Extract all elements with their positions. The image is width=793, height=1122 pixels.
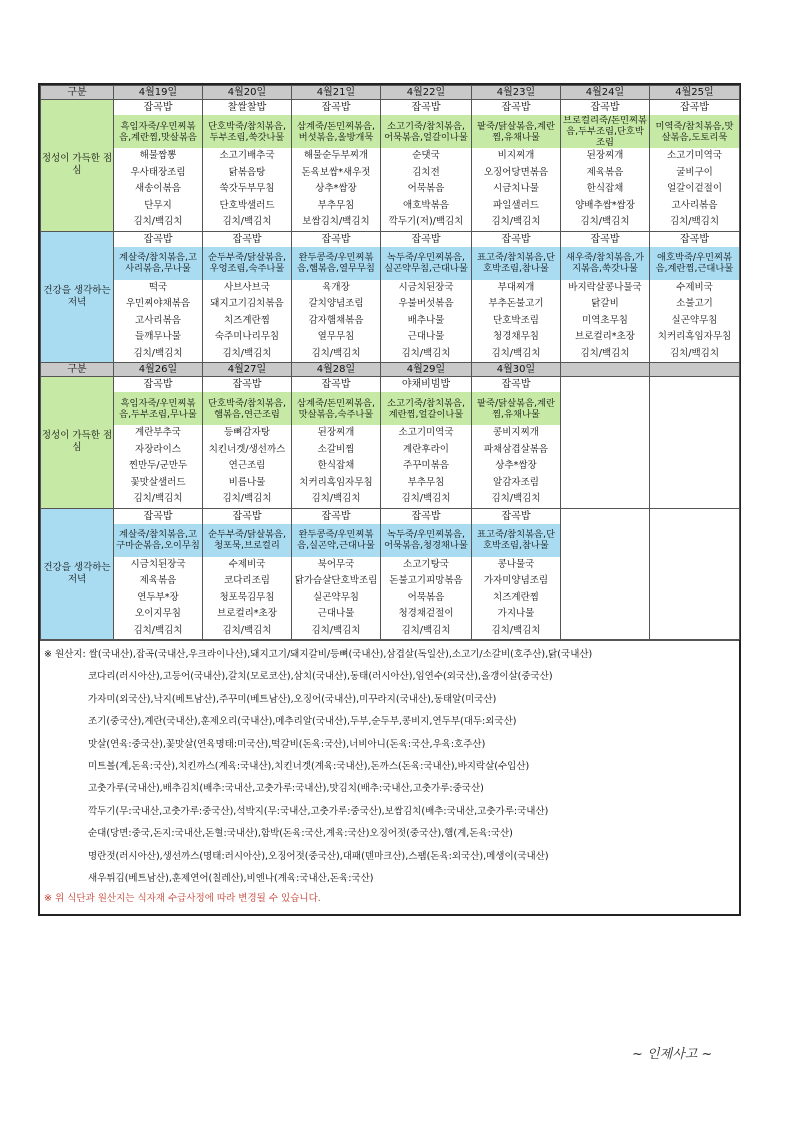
dinner-row — [41, 231, 740, 363]
menu-item: 브로컬리*초장 — [217, 608, 277, 619]
menu-item: 닭가슴살단호박조림 — [294, 575, 378, 586]
menu-item: 김치/백김치 — [222, 493, 272, 504]
porridge-sides: 단호박죽/참치볶음,두부조림,쑥갓나물 — [203, 115, 291, 148]
menu-item: 부추돈불고기 — [488, 298, 544, 309]
menu-item: 돈불고기피망볶음 — [389, 575, 463, 586]
menu-item: 애호박볶음 — [403, 199, 449, 211]
porridge-sides: 흑임자죽/우민찌볶음,두부조림,무나물 — [114, 392, 202, 425]
menu-item: 김치/백김치 — [222, 624, 272, 636]
menu-item: 감자햄채볶음 — [308, 314, 364, 326]
menu-item: 김치/백김치 — [491, 216, 541, 227]
menu-item: 김치/백김치 — [311, 347, 361, 359]
empty-cell — [650, 508, 740, 640]
dinner-menu-cell — [381, 231, 472, 363]
menu-item: 부추무침 — [317, 199, 355, 211]
menu-item: 깍두기(저)/백김치 — [388, 216, 464, 227]
menu-item: 어묵볶음 — [407, 591, 445, 603]
menu-item: 김치/백김치 — [580, 347, 630, 359]
menu-item: 얼갈이겉절이 — [666, 183, 723, 194]
dinner-label: 건강을 생각하는 저녁 — [41, 231, 114, 363]
porridge-sides: 삼계죽/돈민찌볶음,버섯볶음,올방개묵 — [292, 115, 380, 148]
menu-item: 우불버섯볶음 — [398, 298, 454, 309]
rice-item: 잡곡밥 — [501, 379, 531, 390]
menu-item: 시금치나물 — [493, 183, 539, 194]
menu-item: 알감자조림 — [493, 476, 539, 488]
menu-item: 치즈계란찜 — [224, 314, 270, 326]
porridge-sides: 팥죽/닭살볶음,계란찜,유채나물 — [472, 115, 560, 148]
menu-item: 숙주미나리무침 — [214, 331, 280, 342]
origin-note-line: 맛살(연육:중국산),꽃맛살(연육명태:미국산),떡갈비(돈육:국산),너비아니(돈육:국산,우육:호주산) — [88, 738, 486, 750]
menu-item: 등뼈감자탕 — [224, 427, 270, 438]
dinner-menu-cell — [650, 231, 740, 363]
lunch-menu-cell — [114, 377, 203, 509]
rice-item: 잡곡밥 — [232, 379, 262, 390]
menu-item: 파일샐러드 — [493, 199, 539, 211]
rice-item: 잡곡밥 — [501, 102, 531, 113]
origin-note-line: 명란젓(러시아산),생선까스(명태:러시아산),오징어젓(중국산),대패(덴마크산),스팸(돈육:외국산),메생이(국내산) — [88, 850, 549, 862]
rice-item: 잡곡밥 — [143, 233, 173, 245]
menu-item: 비름나물 — [228, 476, 266, 488]
menu-item: 연근조림 — [228, 460, 266, 471]
menu-item: 한식잡채 — [586, 183, 624, 194]
menu-item: 배추나물 — [407, 314, 445, 326]
menu-item: 해물짬뽕 — [139, 150, 177, 161]
menu-item: 열무무침 — [317, 331, 355, 342]
rice-item: 잡곡밥 — [501, 233, 531, 245]
menu-item: 수제비국 — [676, 281, 713, 293]
menu-item: 소갈비찜 — [317, 443, 355, 455]
week-header-row — [41, 363, 740, 377]
signature: ~ 인제사고 ~ — [632, 1047, 713, 1062]
rice-item: 야채비빔밥 — [401, 379, 451, 390]
menu-item: 김치/백김치 — [222, 216, 272, 227]
menu-item: 김치/백김치 — [401, 493, 451, 504]
rice-item: 잡곡밥 — [232, 510, 262, 522]
menu-item: 해물순두부찌개 — [303, 150, 369, 161]
date-header: 4월29일 — [381, 363, 472, 377]
rice-item: 잡곡밥 — [680, 233, 709, 245]
menu-item: 제육볶음 — [586, 166, 624, 178]
lunch-label: 정성이 가득한 점심 — [41, 377, 114, 509]
date-header: 4월26일 — [114, 363, 203, 377]
menu-item: 김치/백김치 — [311, 493, 361, 504]
lunch-row — [41, 100, 740, 232]
menu-item: 근대나물 — [407, 331, 445, 342]
menu-item: 찐만두/군만두 — [128, 460, 188, 471]
menu-item: 돈육보쌈*새우젓 — [301, 166, 371, 178]
date-header: 4월19일 — [114, 86, 203, 100]
menu-item: 육개장 — [322, 281, 350, 293]
menu-item: 상추*쌈장 — [495, 460, 537, 471]
menu-item: 보쌈김치/백김치 — [302, 216, 370, 227]
menu-item: 닭볶음탕 — [228, 166, 266, 178]
lunch-menu-cell — [292, 377, 381, 509]
rice-item: 잡곡밥 — [590, 102, 620, 113]
menu-item: 된장찌개 — [317, 427, 355, 438]
empty-cell — [650, 377, 740, 509]
origin-note-line: 가자미(외국산),낙지(베트남산),주꾸미(베트남산),오징어(국내산),미꾸라지(국내산),동태알(미국산) — [88, 693, 497, 705]
menu-item: 가자미양념조림 — [483, 575, 549, 586]
menu-item: 김치/백김치 — [580, 216, 630, 227]
porridge-sides: 녹두죽/우민찌볶음,실곤약무침,근대나물 — [381, 247, 471, 280]
porridge-sides: 단호박죽/참치볶음,햄볶음,연근조림 — [203, 392, 291, 425]
porridge-sides: 미역죽/참치볶음,맛살볶음,도토리묵 — [650, 115, 739, 148]
menu-item: 콩나물국 — [497, 558, 535, 570]
lunch-menu-cell — [114, 100, 203, 232]
menu-item: 부추무침 — [407, 476, 445, 488]
rice-item: 잡곡밥 — [501, 510, 531, 522]
menu-item: 김치/백김치 — [669, 216, 720, 227]
menu-item: 고사리볶음 — [135, 314, 181, 326]
porridge-sides: 표고죽/참치볶음,단호박조림,참나물 — [472, 247, 560, 280]
menu-item: 닭갈비 — [591, 298, 619, 309]
rice-item: 찰쌀찰밥 — [227, 102, 267, 113]
menu-item: 김치/백김치 — [133, 216, 183, 227]
dinner-menu-cell — [561, 231, 650, 363]
menu-item: 오이지무침 — [135, 608, 181, 619]
menu-item: 김치/백김치 — [133, 347, 183, 359]
dinner-menu-cell — [203, 508, 292, 640]
porridge-sides: 표고죽/참치볶음,단호박조림,참나물 — [472, 524, 560, 557]
menu-item: 청포묵김무침 — [219, 591, 275, 603]
menu-item: 치커리흑임자무침 — [657, 331, 732, 342]
date-header: 4월25일 — [650, 86, 740, 100]
origin-notes — [40, 640, 739, 914]
porridge-sides: 팥죽/닭살볶음,계란찜,유채나물 — [472, 392, 560, 425]
rice-item: 잡곡밥 — [680, 102, 709, 113]
menu-item: 근대나물 — [317, 608, 355, 619]
dinner-menu-cell — [114, 508, 203, 640]
menu-item: 부대찌개 — [497, 281, 535, 293]
menu-item: 치즈계란찜 — [493, 591, 539, 603]
menu-item: 굴비구이 — [676, 166, 713, 178]
menu-item: 김치/백김치 — [401, 624, 451, 636]
menu-item: 김치/백김치 — [669, 347, 720, 359]
date-header: 4월22일 — [381, 86, 472, 100]
menu-item: 콩비지찌개 — [493, 427, 539, 438]
porridge-sides: 완두콩죽/우민찌볶음,실곤약,근대나물 — [292, 524, 380, 557]
porridge-sides: 흑임자죽/우민찌볶음,계란찜,맛살볶음 — [114, 115, 202, 148]
porridge-sides: 완두콩죽/우민찌볶음,햄볶음,열무무침 — [292, 247, 380, 280]
header-label: 구분 — [41, 363, 114, 377]
porridge-sides: 계살죽/참치볶음,고사리볶음,무나물 — [114, 247, 202, 280]
dinner-row — [41, 508, 740, 640]
date-header: 4월27일 — [203, 363, 292, 377]
dinner-menu-cell — [381, 508, 472, 640]
rice-item: 잡곡밥 — [411, 233, 441, 245]
porridge-sides: 순두부죽/닭살볶음,청포묵,브로컬리 — [203, 524, 291, 557]
menu-item: 양배추쌈*쌈장 — [575, 199, 635, 211]
menu-item: 소불고기 — [676, 298, 713, 309]
menu-item: 코다리조림 — [224, 575, 270, 586]
lunch-menu-cell — [472, 100, 561, 232]
date-header: 4월24일 — [561, 86, 650, 100]
menu-item: 상추*쌈장 — [315, 183, 357, 194]
lunch-menu-cell — [650, 100, 740, 232]
porridge-sides: 순두부죽/닭살볶음,우엉조림,숙주나물 — [203, 247, 291, 280]
menu-item: 브로컬리*초장 — [575, 331, 635, 342]
menu-item: 우민찌야채볶음 — [125, 298, 191, 309]
menu-item: 소고기미역국 — [398, 427, 454, 438]
lunch-row — [41, 377, 740, 509]
menu-item: 김치/백김치 — [401, 347, 451, 359]
menu-item: 들깨무나물 — [135, 331, 181, 342]
menu-sheet — [38, 83, 741, 916]
rice-item: 잡곡밥 — [321, 102, 351, 113]
porridge-sides: 소고기죽/참치볶음,어묵볶음,얼갈이나물 — [381, 115, 471, 148]
porridge-sides: 소고기죽/참치볶음,계란찜,얼갈이나물 — [381, 392, 471, 425]
menu-item: 우사태장조림 — [130, 166, 186, 178]
menu-item: 주꾸미볶음 — [403, 460, 449, 471]
menu-item: 비지찌개 — [497, 150, 535, 161]
menu-item: 김치전 — [412, 166, 440, 178]
rice-item: 잡곡밥 — [143, 102, 173, 113]
menu-item: 소고기미역국 — [666, 150, 723, 161]
change-warning: ※ 위 식단과 원산지는 식자재 수급사정에 따라 변경될 수 있습니다. — [44, 893, 321, 905]
date-header: 4월21일 — [292, 86, 381, 100]
rice-item: 잡곡밥 — [590, 233, 620, 245]
date-header-empty — [650, 363, 740, 377]
week-header-row — [41, 86, 740, 100]
dinner-menu-cell — [472, 508, 561, 640]
origin-note-line: 미트볼(계,돈육:국산),치킨까스(계육:국내산),치킨너겟(계육:국내산),돈까스(돈육:국내산),바지락살(수입산) — [88, 760, 530, 772]
menu-item: 어묵볶음 — [407, 183, 445, 194]
empty-cell — [561, 377, 650, 509]
lunch-menu-cell — [381, 377, 472, 509]
porridge-sides: 녹두죽/우민찌볶음,어묵볶음,청경채나물 — [381, 524, 471, 557]
header-label: 구분 — [41, 86, 114, 100]
menu-item: 고사리볶음 — [671, 199, 718, 211]
rice-item: 잡곡밥 — [411, 510, 441, 522]
rice-item: 잡곡밥 — [321, 510, 351, 522]
lunch-menu-cell — [203, 377, 292, 509]
rice-item: 잡곡밥 — [411, 102, 441, 113]
menu-item: 돼지고기김치볶음 — [210, 298, 284, 309]
menu-item: 새송이볶음 — [135, 183, 181, 194]
menu-item: 시금치된장국 — [130, 558, 186, 570]
lunch-menu-cell — [381, 100, 472, 232]
lunch-menu-cell — [292, 100, 381, 232]
rice-item: 잡곡밥 — [143, 379, 173, 390]
menu-item: 쑥갓두부무침 — [219, 183, 275, 194]
menu-item: 김치/백김치 — [491, 624, 541, 636]
menu-item: 자장라이스 — [135, 443, 181, 455]
menu-item: 실곤약무침 — [671, 314, 718, 326]
menu-item: 치커리흑임자무침 — [299, 476, 373, 488]
menu-item: 소고기탕국 — [403, 558, 449, 570]
menu-item: 청경채무침 — [493, 331, 539, 342]
menu-item: 김치/백김치 — [133, 493, 183, 504]
menu-item: 김치/백김치 — [222, 347, 272, 359]
origin-note-line: 조기(중국산),계란(국내산),훈제오리(국내산),메추리알(국내산),두부,순두부,콩비지,연두부(대두:외국산) — [88, 716, 517, 728]
rice-item: 잡곡밥 — [321, 379, 351, 390]
rice-item: 잡곡밥 — [143, 510, 173, 522]
porridge-sides: 계살죽/참치볶음,고구마순볶음,오이무침 — [114, 524, 202, 557]
menu-item: 김치/백김치 — [311, 624, 361, 636]
menu-item: 된장찌개 — [586, 150, 624, 161]
menu-item: 파채삼겹살볶음 — [483, 443, 549, 455]
porridge-sides: 애호박죽/우민찌볶음,계란찜,근대나물 — [650, 247, 739, 280]
menu-item: 단호박조림 — [493, 314, 539, 326]
dinner-menu-cell — [292, 508, 381, 640]
menu-item: 가지나물 — [497, 608, 535, 619]
empty-cell — [561, 508, 650, 640]
date-header: 4월23일 — [472, 86, 561, 100]
dinner-menu-cell — [114, 231, 203, 363]
menu-item: 단무지 — [144, 199, 172, 211]
menu-item: 김치/백김치 — [133, 624, 183, 636]
porridge-sides: 새우죽/참치볶음,가지볶음,쑥갓나물 — [561, 247, 649, 280]
menu-item: 사브사브국 — [224, 281, 270, 293]
menu-item: 오징어당면볶음 — [483, 166, 549, 178]
menu-item: 실곤약무침 — [313, 591, 359, 603]
lunch-menu-cell — [472, 377, 561, 509]
dinner-menu-cell — [203, 231, 292, 363]
date-header-empty — [561, 363, 650, 377]
origin-note-line: 깍두기(무:국내산,고춧가루:중국산),석박지(무:국내산,고춧가루:중국산),보쌈김치(배추:국내산,고춧가루:국내산) — [88, 805, 549, 817]
origin-note-line: 새우튀김(베트남산),훈제연어(칠레산),비엔나(계육:국내산,돈육:국산) — [88, 872, 374, 884]
date-header: 4월20일 — [203, 86, 292, 100]
origin-note-line: 코다리(러시아산),고등어(국내산),갈치(모로코산),삼치(국내산),동태(러시아산),임연수(외국산),올갱이살(중국산) — [88, 671, 553, 683]
menu-item: 계란후라이 — [403, 443, 449, 455]
menu-item: 수제비국 — [228, 558, 266, 570]
menu-item: 갈치양념조림 — [308, 298, 364, 309]
menu-item: 미역초무침 — [582, 314, 628, 326]
menu-item: 김치/백김치 — [491, 347, 541, 359]
origin-note-line: 순대(당면:중국,돈지:국내산,돈혈:국내산),함박(돈육:국산,계육:국산)오징어젓(중국산),햄(계,돈육:국산) — [88, 828, 513, 840]
menu-table — [40, 85, 740, 640]
menu-item: 떡국 — [148, 281, 168, 293]
menu-item: 연두부*장 — [137, 591, 179, 603]
dinner-label: 건강을 생각하는 저녁 — [41, 508, 114, 640]
menu-item: 시금치된장국 — [398, 281, 454, 293]
dinner-menu-cell — [292, 231, 381, 363]
menu-item: 북어무국 — [317, 558, 355, 570]
menu-item: 꽃맛살샐러드 — [130, 476, 186, 488]
dinner-menu-cell — [472, 231, 561, 363]
menu-item: 바지락살콩나물국 — [568, 281, 642, 293]
lunch-menu-cell — [561, 100, 650, 232]
rice-item: 잡곡밥 — [232, 233, 262, 245]
menu-item: 제육볶음 — [139, 575, 177, 586]
menu-item: 단호박샐러드 — [219, 199, 275, 211]
menu-item: 김치/백김치 — [491, 493, 541, 504]
lunch-label: 정성이 가득한 점심 — [41, 100, 114, 232]
menu-item: 한식잡채 — [317, 460, 355, 471]
porridge-sides: 브로컬리죽/돈민찌볶음,두부조림,단호박조림 — [561, 115, 649, 148]
rice-item: 잡곡밥 — [321, 233, 351, 245]
lunch-menu-cell — [203, 100, 292, 232]
menu-item: 청경채겉절이 — [398, 608, 454, 619]
date-header: 4월28일 — [292, 363, 381, 377]
origin-note-line: ※ 원산지: 쌀(국내산),잡곡(국내산,우크라이나산),돼지고기/돼지갈비/등뼈(국내산),삼겹살(독일산),소고기/소갈비(호주산),닭(국내산) — [44, 649, 593, 660]
menu-item: 계란부추국 — [135, 427, 181, 438]
origin-note-line: 고춧가루(국내산),배추김치(배추:국내산,고춧가루:국내산),맛김치(배추:국내산,고춧가루:중국산) — [88, 783, 484, 795]
porridge-sides: 삼계죽/돈민찌볶음,맛살볶음,숙주나물 — [292, 392, 380, 425]
menu-item: 소고기배추국 — [219, 150, 275, 161]
menu-item: 순댓국 — [412, 150, 440, 161]
menu-item: 치킨너겟/생선까스 — [208, 443, 286, 455]
date-header: 4월30일 — [472, 363, 561, 377]
